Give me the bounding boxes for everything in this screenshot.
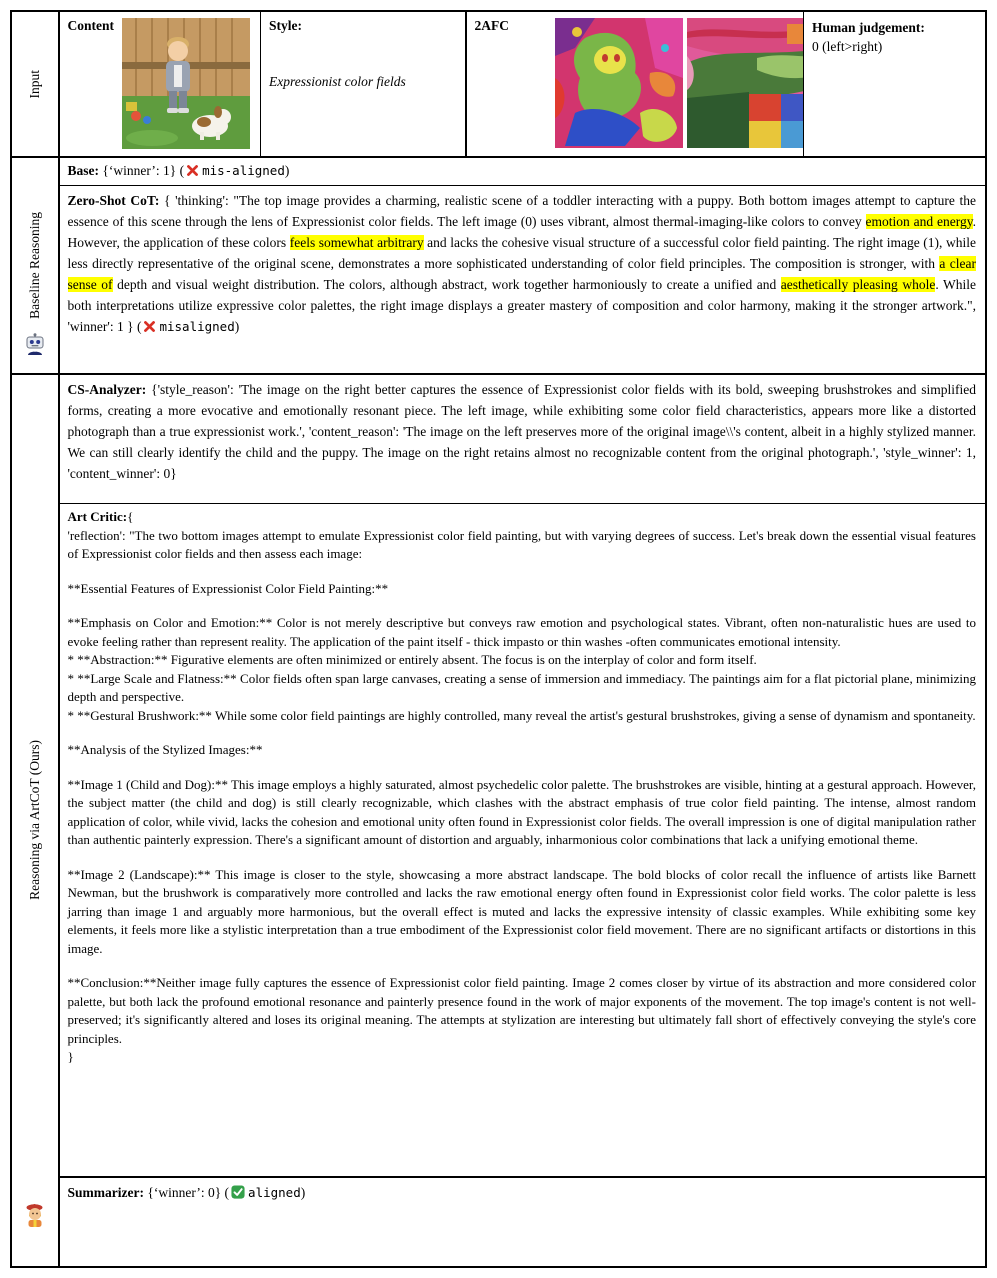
style-value: Expressionist color fields (269, 74, 406, 89)
input-section (12, 12, 985, 156)
art-critic-paragraph: * **Large Scale and Flatness:** Color fields often span large canvases, creating a sense of immersion and immediacy. The paintings aim for a flat pictorial plane, minimizing depth and perspective. (67, 670, 976, 704)
zero-shot-status: misaligned (159, 319, 235, 334)
style-cell (261, 12, 465, 156)
art-critic-cell (60, 504, 986, 1176)
side-label-baseline-text: Baseline Reasoning (27, 211, 42, 319)
highlighted-phrase: emotion and energy (865, 214, 973, 229)
cs-analyzer-text: {'style_reason': 'The image on the right better captures the essence of Expressionist color fields with its bold, sweeping brushstrokes and simplified forms, creating a more evocative and emotionally resonant piece. The left image, while exhibiting some color field characteristics, appears more like a distorted photograph than a true expressionist work.', 'content_reason': 'The image on the left preserves more of the original image\\'s content, albeit in a highly stylized manner. We can still clearly identify the child and the puppy. The image on the right retains almost no recognizable content from the original photograph.', 'style_winner': 1, 'content_winner': 0} (67, 381, 976, 481)
summarizer-text: {‘winner’: 0} ( (143, 1184, 230, 1200)
style-label: Style: (269, 18, 302, 33)
content-photo (122, 18, 250, 149)
content-label: Content (67, 18, 114, 33)
art-critic-paragraph: 'reflection': "The two bottom images attempt to emulate Expressionist color field painting, but with varying degrees of success. Let's break down the essential visual features of Expressionist color fields and then assess each image: (67, 527, 976, 561)
summarizer-cell (60, 1178, 986, 1267)
art-critic-paragraphs (68, 527, 977, 1067)
summarizer-status: aligned (248, 1184, 301, 1200)
paragraph-spacer (68, 850, 977, 866)
art-critic-brace: { (127, 509, 134, 524)
artcot-stack (60, 375, 986, 1267)
base-text: {‘winner’: 1} ( (99, 162, 185, 178)
afc-images (555, 18, 803, 150)
art-critic-paragraph: **Essential Features of Expressionist Color Field Painting:** (67, 580, 389, 596)
text-segment: depth and visual weight distribution. The colors, although abstract, work together harmoniously to create a unified and (112, 277, 781, 292)
art-critic-label: Art Critic: (67, 509, 128, 524)
text-segment: { 'thinking': "The top image provides a charming, realistic scene of a toddler interacting with a puppy. Both bottom images attempt to capture the essence of this scene through the lens of Expressionist color fields. The left image (0) uses vibrant, almost thermal-imaging-like colors to convey (67, 193, 976, 229)
cross-icon (143, 318, 156, 339)
side-label-baseline (12, 158, 58, 374)
art-critic-paragraph: * **Abstraction:** Figurative elements are often minimized or entirely absent. The focus is on the interplay of color and form itself. (67, 652, 757, 667)
side-label-artcot (12, 375, 58, 1267)
base-close: ) (284, 162, 290, 178)
art-critic-paragraph: **Conclusion:**Neither image fully captures the essence of Expressionist color field painting. Image 2 comes closer by virtue of its abstraction and more considered color palette, but both lack the profound emotional resonance and painterly presence found in the work of major exponents of the movement. The top image's content is not well-preserved; it's significantly altered and loses its original meaning. The attempts at stylization are interesting but ultimately fall short of effectively conveying the style's core principles. (67, 975, 976, 1046)
highlighted-phrase: a clear sense of (67, 256, 977, 292)
artcot-section (12, 375, 985, 1267)
artcot-figure (10, 10, 987, 1268)
base-result-cell (60, 158, 986, 185)
human-judgement-cell (804, 12, 985, 156)
text-segment: . However, the application of these colors (67, 214, 976, 250)
art-critic-heading (68, 508, 977, 527)
zero-shot-label: Zero-Shot CoT: (67, 193, 160, 208)
zero-shot-segments (68, 193, 977, 334)
art-critic-paragraph: **Analysis of the Stylized Images:** (67, 742, 263, 757)
summarizer-close: ) (300, 1184, 306, 1200)
art-critic-paragraph: **Emphasis on Color and Emotion:** Color is not merely descriptive but conveys raw emotion and psychological states. Vibrant, often non-naturalistic hues are used to evoke feeling rather than represent reality. The application of the paint itself - thick impasto or thin washes -often communicates emotional intensity. (67, 615, 976, 649)
human-judgement-value: 0 (left>right) (812, 39, 883, 54)
highlighted-phrase: aesthetically pleasing whole (780, 277, 936, 292)
paragraph-spacer (68, 760, 977, 776)
text-segment: . While both interpretations utilize expressive color palettes, the right image displays a greater mastery of composition and color harmony, making it the stronger artwork.", 'winner': 1 } ( (67, 277, 976, 334)
human-judgement-label: Human judgement: (812, 20, 925, 35)
text-segment: and lacks the cohesive visual structure of a successful color field painting. The right image (1), while less directly representative of the original scene, demonstrates a more sophisticated understanding of color field principles. The composition is stronger, with (67, 235, 976, 271)
cs-analyzer-label: CS-Analyzer: (67, 381, 147, 397)
paragraph-spacer (68, 564, 977, 580)
cross-icon (186, 163, 199, 183)
stylized-image-left (555, 18, 683, 148)
zero-shot-close: ) (234, 319, 240, 334)
content-cell (60, 12, 260, 156)
cs-analyzer-cell (60, 375, 986, 503)
art-critic-paragraph: **Image 1 (Child and Dog):** This image employs a highly saturated, almost psychedelic color palette. The brushstrokes are visible, hinting at a gestural approach. However, the subject matter (the child and dog) is still clearly recognizable, which clashes with the abstract emphasis of true color field painting. The intense, almost random application of color, while vivid, lacks the cohesion and emotional unity often found in Expressionist color fields. The overall impression is one of digital manipulation rather than authentic painterly expression. There's a significant amount of distortion and arguably, inharmonious color combinations that lack a unifying emotional theme. (67, 776, 976, 847)
side-label-artcot-text: Reasoning via ArtCoT (Ours) (27, 740, 42, 901)
paragraph-spacer (68, 598, 977, 614)
artist-icon (25, 1203, 45, 1232)
paragraph-spacer (68, 725, 977, 741)
art-critic-paragraph: * **Gestural Brushwork:** While some color field paintings are highly controlled, many reveal the artist's gestural brushstrokes, giving a sense of dynamism and spontaneity. (67, 707, 976, 723)
baseline-stack (60, 158, 986, 374)
zero-shot-cell (60, 186, 986, 373)
art-critic-paragraph: **Image 2 (Landscape):** This image is closer to the style, showcasing a more abstract landscape. The bold blocks of color recall the influence of artists like Barnett Newman, but the brushwork is comparatively more controlled and lacks the raw emotional energy often found in Expressionist color field works. The color palette is less jarring than image 1 and arguably more harmonious, but the overall effect is muted and lacks the expressive intensity of classic examples. While exhibiting some key elements, it feels more like a stylistic interpretation than a true embodiment of the Expressionist color field movement. There are no significant artifacts or distortions in this image. (67, 866, 976, 956)
highlighted-phrase: feels somewhat arbitrary (289, 235, 424, 250)
side-label-input-text: Input (27, 69, 42, 99)
base-label: Base: (67, 162, 99, 178)
paragraph-spacer (68, 958, 977, 974)
check-icon (231, 1184, 245, 1205)
baseline-section (12, 158, 985, 374)
summarizer-label: Summarizer: (67, 1184, 144, 1200)
afc-label: 2AFC (474, 18, 509, 33)
robot-icon (25, 333, 45, 361)
base-status: mis-aligned (202, 162, 285, 178)
afc-cell (467, 12, 803, 156)
side-label-input (12, 12, 58, 156)
stylized-image-right (687, 18, 803, 148)
art-critic-paragraph: } (67, 1049, 74, 1064)
